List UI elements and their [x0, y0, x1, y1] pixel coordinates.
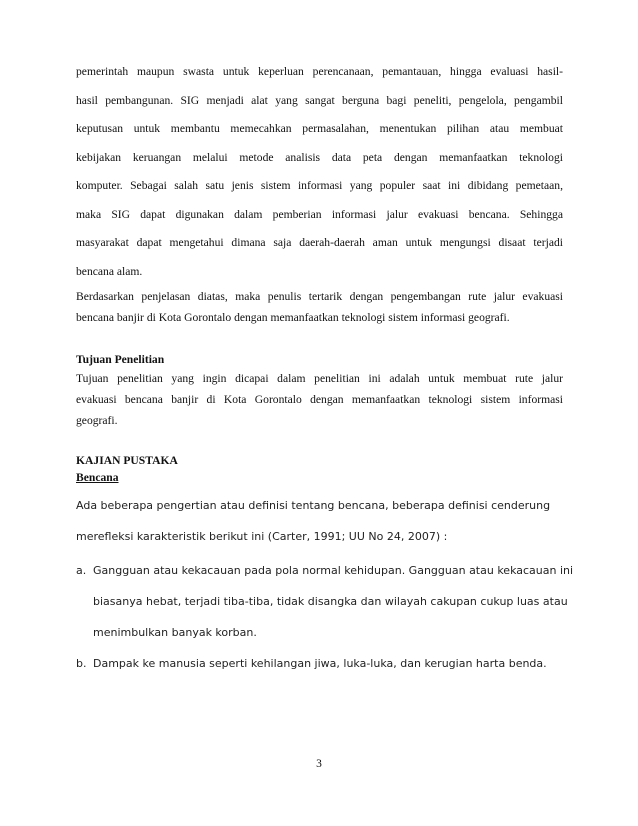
text-line: maka SIG dapat digunakan dalam pemberian informasi jalur evakuasi bencana. Sehingga: [76, 207, 563, 221]
list-marker: a.: [76, 564, 87, 577]
conclusion-paragraph: [76, 286, 563, 328]
text-line: masyarakat dapat mengetahui dimana saja daerah-daerah aman untuk mengungsi disaat terjadi: [76, 236, 563, 249]
text-line: menimbulkan banyak korban.: [93, 626, 257, 639]
text-line: Tujuan penelitian yang ingin dicapai dalam penelitian ini adalah untuk membuat rute jalur: [76, 372, 563, 385]
text-line: pemerintah maupun swasta untuk keperluan perencanaan, pemantauan, hingga evaluasi hasil-: [76, 65, 563, 78]
subheading-bencana: Bencana: [76, 471, 119, 484]
list-item: [76, 555, 574, 648]
text-line: kebijakan keruangan melalui metode analisis data peta dengan memanfaatkan teknologi: [76, 150, 563, 164]
text-line: biasanya hebat, terjadi tiba-tiba, tidak disangka dan wilayah cakupan cukup luas atau: [93, 595, 568, 608]
text-line: keputusan untuk membantu memecahkan permasalahan, menentukan pilihan atau membuat: [76, 122, 563, 135]
text-line: Ada beberapa pengertian atau definisi tentang bencana, beberapa definisi cenderung: [76, 499, 551, 512]
text-line: geografi.: [76, 414, 118, 427]
list-item: [76, 648, 563, 679]
list-marker: b.: [76, 657, 87, 670]
text-line: bencana banjir di Kota Gorontalo dengan memanfaatkan teknologi sistem informasi geografi.: [76, 311, 510, 324]
text-line: evakuasi bencana banjir di Kota Gorontalo dengan memanfaatkan teknologi sistem informasi: [76, 393, 563, 406]
page-content: [76, 58, 574, 679]
text-line: Berdasarkan penjelasan diatas, maka penulis tertarik dengan pengembangan rute jalur evakuasi: [76, 290, 563, 303]
text-line: komputer. Sebagai salah satu jenis sistem informasi yang populer saat ini dibidang pemetaan,: [76, 179, 563, 192]
definition-intro: [76, 490, 563, 552]
section-heading-tujuan: Tujuan Penelitian: [76, 353, 165, 366]
text-line: Dampak ke manusia seperti kehilangan jiwa, luka-luka, dan kerugian harta benda.: [93, 657, 547, 670]
definition-list: [76, 555, 574, 679]
text-line: bencana alam.: [76, 264, 143, 278]
section-heading-kajian-pustaka: KAJIAN PUSTAKA: [76, 454, 178, 467]
intro-paragraph: [76, 58, 563, 286]
text-line: hasil pembangunan. SIG menjadi alat yang sangat berguna bagi peneliti, pengelola, pengambil: [76, 93, 563, 107]
tujuan-paragraph: [76, 368, 563, 431]
text-line: Gangguan atau kekacauan pada pola normal kehidupan. Gangguan atau kekacauan ini: [93, 564, 574, 577]
page-number: 3: [316, 758, 322, 770]
text-line: merefleksi karakteristik berikut ini (Carter, 1991; UU No 24, 2007) :: [76, 530, 448, 543]
